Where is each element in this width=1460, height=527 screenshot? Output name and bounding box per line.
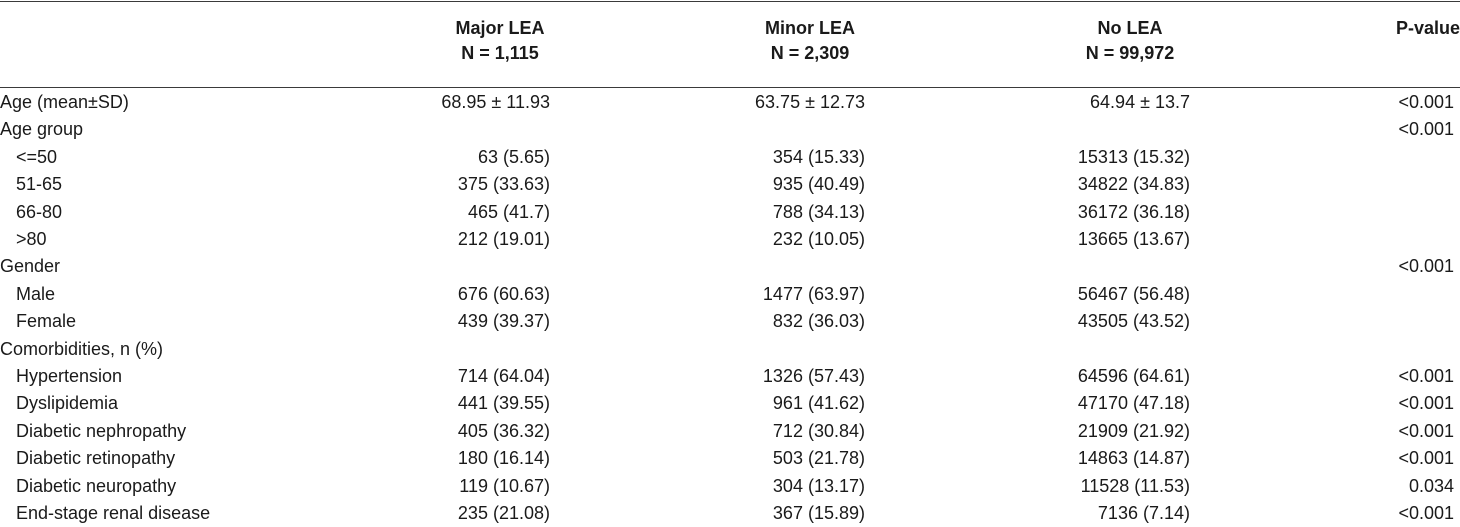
table-row [0,253,1460,280]
row-label: End-stage renal disease [16,503,211,523]
cell-none: 56467 (56.48) [1077,283,1190,304]
cell-p: <0.001 [1398,256,1454,277]
table-row [0,418,1460,445]
header-major-lea-name: Major LEA [455,18,545,38]
table-row [0,445,1460,472]
table-row [0,171,1460,198]
header-minor-lea [715,16,905,66]
cell-none: 11528 (11.53) [1080,475,1190,496]
row-label: Comorbidities, n (%) [0,338,164,359]
table-row [0,144,1460,171]
table-row [0,390,1460,417]
cell-minor: 1477 (63.97) [762,283,865,304]
cell-p: <0.001 [1398,503,1454,523]
row-label: Hypertension [16,366,123,386]
row-label: Age group [0,119,84,140]
header-major-lea-n: N = 1,115 [461,43,539,63]
header-minor-lea-name: Minor LEA [765,18,855,38]
cell-none: 47170 (47.18) [1077,393,1190,414]
cell-minor: 63.75 ± 12.73 [755,92,865,112]
row-label: Age (mean±SD) [0,92,129,112]
header-no-lea-n: N = 99,972 [1085,43,1175,63]
cell-minor: 354 (15.33) [772,146,865,167]
cell-minor: 304 (13.17) [772,475,865,496]
cell-minor: 503 (21.78) [772,448,865,469]
table-row [0,500,1460,527]
row-label: Diabetic nephropathy [16,420,187,441]
table-row [0,226,1460,253]
table-row [0,89,1460,116]
cell-major: 212 (19.01) [457,229,550,249]
cell-major: 405 (36.32) [457,420,550,441]
cell-major: 375 (33.63) [457,174,550,195]
cell-major: 441 (39.55) [457,393,550,414]
header-p-value [1360,16,1460,41]
table-row [0,116,1460,143]
table-row [0,363,1460,390]
table-row [0,473,1460,500]
cell-major: 439 (39.37) [457,311,550,332]
cell-major: 465 (41.7) [467,201,550,222]
header-no-lea-name: No LEA [1097,18,1163,38]
table-row [0,281,1460,308]
row-label: Diabetic neuropathy [16,475,177,496]
cell-major: 68.95 ± 11.93 [441,92,550,112]
cell-minor: 367 (15.89) [772,503,865,523]
row-label: <=50 [16,146,58,167]
cell-none: 15313 (15.32) [1077,146,1190,167]
cell-minor: 712 (30.84) [772,420,865,441]
cell-p: <0.001 [1398,448,1454,469]
cell-minor: 935 (40.49) [772,174,865,195]
cell-p: <0.001 [1398,393,1454,414]
cell-none: 13665 (13.67) [1077,229,1190,249]
cell-minor: 788 (34.13) [772,201,865,222]
cell-major: 119 (10.67) [459,475,550,496]
cell-minor: 961 (41.62) [772,393,865,414]
row-label: Dyslipidemia [16,393,119,414]
header-p-value-name: P-value [1395,18,1460,38]
row-label: >80 [16,229,47,249]
cell-major: 235 (21.08) [457,503,550,523]
row-label: Female [16,311,77,332]
table-row [0,199,1460,226]
cell-major: 63 (5.65) [477,146,550,167]
cell-minor: 232 (10.05) [772,229,865,249]
cell-none: 64596 (64.61) [1077,366,1190,386]
cell-none: 21909 (21.92) [1077,420,1190,441]
cell-none: 64.94 ± 13.7 [1090,92,1190,112]
header-bottom-rule [0,87,1460,88]
cell-none: 43505 (43.52) [1077,311,1190,332]
row-label: 66-80 [16,201,63,222]
header-major-lea [405,16,595,66]
row-label: 51-65 [16,174,63,195]
cell-major: 714 (64.04) [457,366,550,386]
cell-none: 7136 (7.14) [1097,503,1190,523]
cell-major: 180 (16.14) [457,448,550,469]
cell-p: <0.001 [1398,366,1454,386]
cell-p: <0.001 [1398,92,1454,112]
table-row [0,308,1460,335]
cell-major: 676 (60.63) [457,283,550,304]
cell-none: 14863 (14.87) [1077,448,1190,469]
cell-p: 0.034 [1408,475,1454,496]
table-top-rule [0,1,1460,2]
cell-none: 34822 (34.83) [1077,174,1190,195]
row-label: Male [16,283,56,304]
header-no-lea [1035,16,1225,66]
cell-none: 36172 (36.18) [1077,201,1190,222]
cell-minor: 1326 (57.43) [762,366,865,386]
table-row [0,336,1460,363]
cell-minor: 832 (36.03) [772,311,865,332]
cell-p: <0.001 [1398,119,1454,140]
cell-p: <0.001 [1398,420,1454,441]
row-label: Gender [0,256,61,277]
row-label: Diabetic retinopathy [16,448,176,469]
header-minor-lea-n: N = 2,309 [770,43,850,63]
